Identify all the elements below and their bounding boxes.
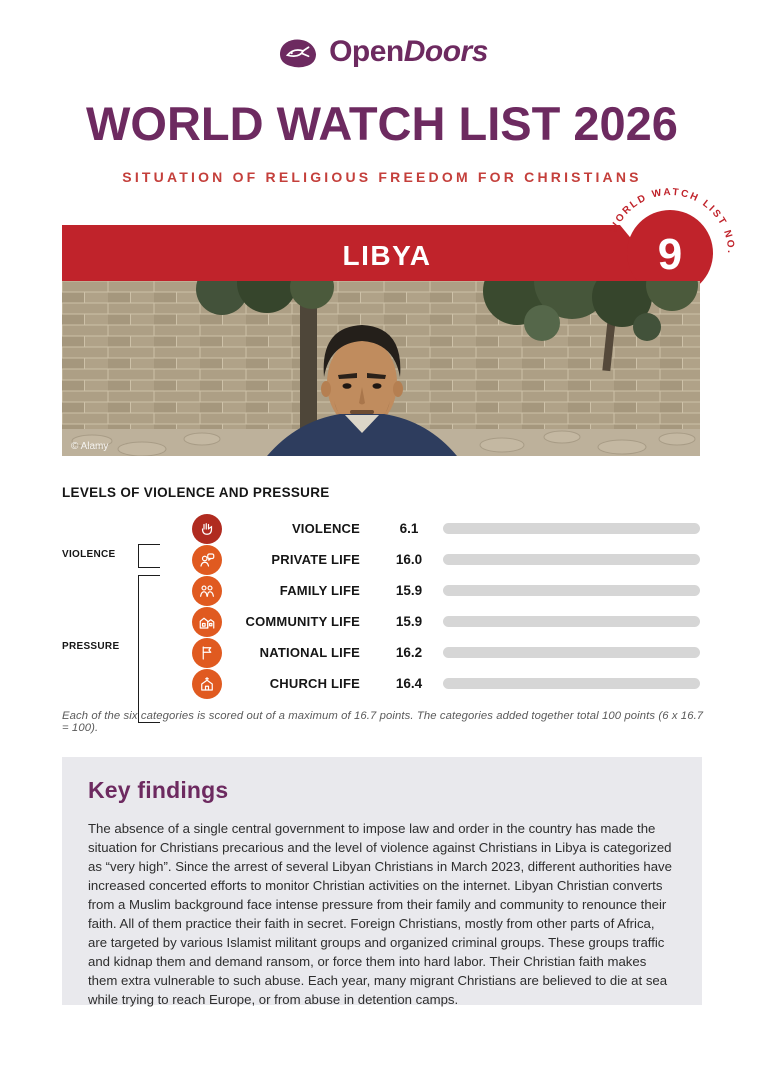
page-subtitle: SITUATION OF RELIGIOUS FREEDOM FOR CHRISTIANS [122,169,642,185]
chart-row-family-life [62,575,702,606]
bar-track [443,585,700,596]
country-name: LIBYA [342,240,432,271]
chart-row-private-life [62,544,702,575]
chart-row-church-life [62,668,702,699]
rank-number: 9 [657,230,683,279]
logo-wordmark [329,35,488,69]
page-title: WORLD WATCH LIST 2026 [86,97,678,150]
photo-credit: © Alamy [71,441,109,452]
bar-track [443,554,700,565]
key-findings-heading: Key findings [88,777,229,803]
bar-track [443,523,700,534]
bar-track [443,647,700,658]
country-photo [62,281,700,456]
chart-title: LEVELS OF VIOLENCE AND PRESSURE [62,485,330,500]
group-label-pressure: PRESSURE [62,641,120,652]
logo-open: Open [329,35,404,68]
open-doors-stone-icon [276,34,320,70]
cat-label: FAMILY LIFE [279,583,360,598]
chart-rows [62,513,702,699]
logo-doors: Doors [403,35,488,68]
score-note: Each of the six categories is scored out of a maximum of 16.7 points. The categories added together total 100 points (6 x 16.7 = 100). [62,710,704,734]
cat-value: 16.2 [395,645,423,660]
open-doors-logo [0,34,764,70]
bar-track [443,616,700,627]
cat-value: 15.9 [395,583,423,598]
cat-label: CHURCH LIFE [269,676,360,691]
group-label-violence: VIOLENCE [62,549,116,560]
violence-pressure-chart [62,485,702,715]
rank-ring-label: WORLD WATCH LIST NO. [607,186,737,256]
cat-label: VIOLENCE [291,521,360,536]
chart-row-national-life [62,637,702,668]
cat-value: 15.9 [395,614,423,629]
bar-track [443,678,700,689]
chart-row-community-life [62,606,702,637]
cat-label: PRIVATE LIFE [271,552,360,567]
cat-label: NATIONAL LIFE [259,645,360,660]
key-findings-section [62,757,702,1005]
key-findings-body: The absence of a single central government to impose law and order in the country has made the situation for Christians precarious and the level of violence against Christians in Libya is categorized as “very high”. Since the arrest of several Libyan Christians in March 2023, different authorities have increased concerted efforts to monitor Christian activities on the internet. Libyan Christian converts from a Muslim background face intense pressure from their family and community to renounce their faith. All of them practice their faith in secret. Foreign Christians, mostly from other parts of Africa, are targeted by various Islamist militant groups and organized criminal groups. These groups traffic and kidnap them and demand ransom, or force them into hard labor. Their Christian faith makes them extra vulnerable to such abuse. Each year, many migrant Christians are believed to die at sea while trying to reach Europe, or from abuse in detention camps. [88,821,672,1007]
cat-value: 6.1 [399,521,419,536]
cat-label: COMMUNITY LIFE [245,614,360,629]
cat-value: 16.4 [395,676,423,691]
cat-value: 16.0 [395,552,423,567]
chart-row-violence [62,513,702,544]
